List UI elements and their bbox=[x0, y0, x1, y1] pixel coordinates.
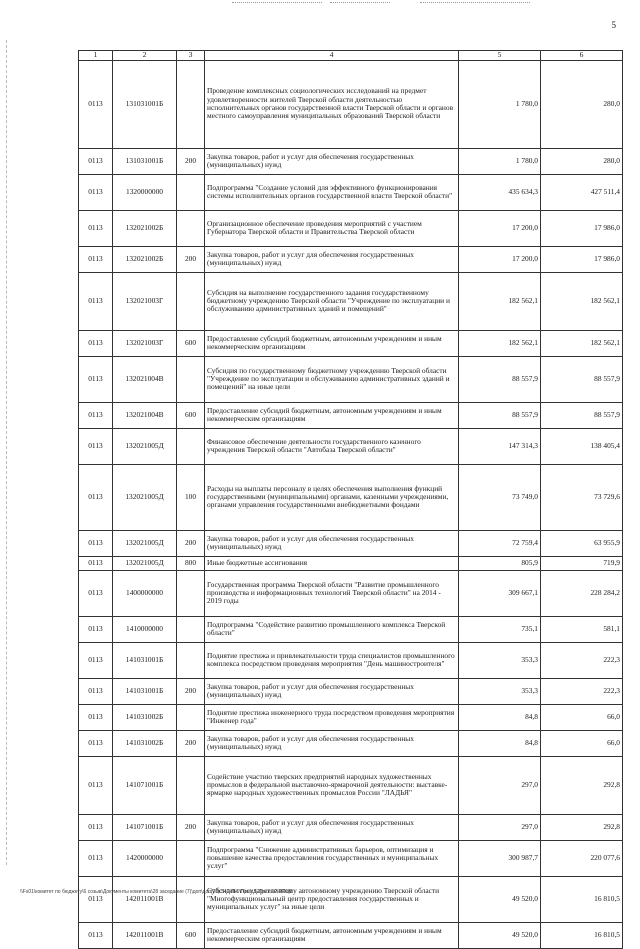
col-header-6: 6 bbox=[541, 51, 623, 61]
expense-type-cell bbox=[177, 704, 205, 730]
amount-2017-cell: 17 200,0 bbox=[459, 210, 541, 246]
amount-2017-cell: 17 200,0 bbox=[459, 246, 541, 272]
amount-2017-cell: 49 520,0 bbox=[459, 922, 541, 948]
target-article-cell: 132021002Б bbox=[113, 246, 177, 272]
section-code-cell: 0113 bbox=[79, 642, 113, 678]
section-code-cell: 0113 bbox=[79, 356, 113, 402]
amount-2018-cell: 581,1 bbox=[541, 616, 623, 642]
expense-type-cell: 200 bbox=[177, 530, 205, 556]
description-cell: Подпрограмма "Содействие развитию промышленного комплекса Тверской области" bbox=[205, 616, 459, 642]
expense-type-cell bbox=[177, 210, 205, 246]
expense-type-cell: 200 bbox=[177, 678, 205, 704]
expense-type-cell: 100 bbox=[177, 464, 205, 530]
section-code-cell: 0113 bbox=[79, 330, 113, 356]
col-header-3: 3 bbox=[177, 51, 205, 61]
section-code-cell: 0113 bbox=[79, 60, 113, 148]
target-article-cell: 132021005Д bbox=[113, 556, 177, 570]
table-row bbox=[79, 678, 623, 704]
amount-2018-cell: 17 986,0 bbox=[541, 246, 623, 272]
scan-edge-artifact bbox=[6, 40, 11, 865]
section-code-cell: 0113 bbox=[79, 428, 113, 464]
header-row bbox=[79, 51, 623, 61]
expense-type-cell: 800 bbox=[177, 556, 205, 570]
amount-2018-cell: 182 562,1 bbox=[541, 330, 623, 356]
amount-2018-cell: 63 955,9 bbox=[541, 530, 623, 556]
expense-type-cell bbox=[177, 756, 205, 814]
table-row bbox=[79, 246, 623, 272]
target-article-cell: 1320000000 bbox=[113, 174, 177, 210]
amount-2018-cell: 138 405,4 bbox=[541, 428, 623, 464]
amount-2018-cell: 17 986,0 bbox=[541, 210, 623, 246]
expense-type-cell bbox=[177, 616, 205, 642]
amount-2017-cell: 84,8 bbox=[459, 704, 541, 730]
target-article-cell: 1420000000 bbox=[113, 840, 177, 876]
amount-2018-cell: 88 557,9 bbox=[541, 402, 623, 428]
section-code-cell: 0113 bbox=[79, 464, 113, 530]
amount-2018-cell: 228 284,2 bbox=[541, 570, 623, 616]
table-row bbox=[79, 402, 623, 428]
amount-2017-cell: 147 314,3 bbox=[459, 428, 541, 464]
col-header-4: 4 bbox=[205, 51, 459, 61]
col-header-2: 2 bbox=[113, 51, 177, 61]
target-article-cell: 132021005Д bbox=[113, 464, 177, 530]
amount-2018-cell: 66,0 bbox=[541, 730, 623, 756]
expense-type-cell bbox=[177, 356, 205, 402]
amount-2018-cell: 66,0 bbox=[541, 704, 623, 730]
table-row bbox=[79, 464, 623, 530]
amount-2017-cell: 309 667,1 bbox=[459, 570, 541, 616]
target-article-cell: 1400000000 bbox=[113, 570, 177, 616]
amount-2017-cell: 805,9 bbox=[459, 556, 541, 570]
section-code-cell: 0113 bbox=[79, 840, 113, 876]
section-code-cell: 0113 bbox=[79, 210, 113, 246]
target-article-cell: 132021005Д bbox=[113, 530, 177, 556]
amount-2017-cell: 88 557,9 bbox=[459, 356, 541, 402]
description-cell: Предоставление субсидий бюджетным, автономным учреждениям и иным некоммерческим организациям bbox=[205, 330, 459, 356]
amount-2017-cell: 49 520,0 bbox=[459, 876, 541, 922]
description-cell: Субсидия по государственному бюджетному учреждению Тверской области "Учреждение по эксплуатации и обслуживанию административных зданий и помещений" на иные цели bbox=[205, 356, 459, 402]
target-article-cell: 142011001В bbox=[113, 922, 177, 948]
description-cell: Поднятие престижа и привлекательности труда специалистов промышленного комплекса посредством проведения мероприятия "День машиностроителя" bbox=[205, 642, 459, 678]
expense-type-cell: 200 bbox=[177, 814, 205, 840]
table-row bbox=[79, 530, 623, 556]
col-header-5: 5 bbox=[459, 51, 541, 61]
scan-artifact bbox=[330, 2, 390, 7]
expense-type-cell: 200 bbox=[177, 148, 205, 174]
amount-2018-cell: 222,3 bbox=[541, 642, 623, 678]
table-row bbox=[79, 616, 623, 642]
table-row bbox=[79, 174, 623, 210]
amount-2017-cell: 297,0 bbox=[459, 756, 541, 814]
amount-2017-cell: 1 780,0 bbox=[459, 148, 541, 174]
page-number: 5 bbox=[611, 20, 616, 30]
section-code-cell: 0113 bbox=[79, 876, 113, 922]
description-cell: Подпрограмма "Создание условий для эффективного функционирования системы исполнительных органов государственной власти Тверской области" bbox=[205, 174, 459, 210]
description-cell: Иные бюджетные ассигнования bbox=[205, 556, 459, 570]
target-article-cell: 141071001Б bbox=[113, 814, 177, 840]
table-row bbox=[79, 356, 623, 402]
description-cell: Субсидии государственному автономному учреждению Тверской области "Многофункциональный центр предоставления государственных и муниципальных услуг" на иные цели bbox=[205, 876, 459, 922]
section-code-cell: 0113 bbox=[79, 616, 113, 642]
target-article-cell: 132021004В bbox=[113, 356, 177, 402]
amount-2018-cell: 280,0 bbox=[541, 60, 623, 148]
amount-2017-cell: 353,3 bbox=[459, 678, 541, 704]
table-row bbox=[79, 642, 623, 678]
expense-type-cell: 200 bbox=[177, 246, 205, 272]
target-article-cell: 141031002Б bbox=[113, 730, 177, 756]
target-article-cell: 131031001Б bbox=[113, 60, 177, 148]
description-cell: Закупка товаров, работ и услуг для обеспечения государственных (муниципальных) нужд bbox=[205, 530, 459, 556]
expense-type-cell bbox=[177, 570, 205, 616]
description-cell: Подпрограмма "Снижение административных барьеров, оптимизация и повышение качества предоставления государственных и муниципальных услуг" bbox=[205, 840, 459, 876]
section-code-cell: 0113 bbox=[79, 246, 113, 272]
section-code-cell: 0113 bbox=[79, 814, 113, 840]
amount-2017-cell: 435 634,3 bbox=[459, 174, 541, 210]
section-code-cell: 0113 bbox=[79, 556, 113, 570]
amount-2017-cell: 88 557,9 bbox=[459, 402, 541, 428]
description-cell: Закупка товаров, работ и услуг для обеспечения государственных (муниципальных) нужд bbox=[205, 814, 459, 840]
table-row bbox=[79, 148, 623, 174]
amount-2017-cell: 1 780,0 bbox=[459, 60, 541, 148]
section-code-cell: 0113 bbox=[79, 530, 113, 556]
target-article-cell: 142011001В bbox=[113, 876, 177, 922]
description-cell: Закупка товаров, работ и услуг для обеспечения государственных (муниципальных) нужд bbox=[205, 246, 459, 272]
table-row bbox=[79, 704, 623, 730]
description-cell: Закупка товаров, работ и услуг для обеспечения государственных (муниципальных) нужд bbox=[205, 730, 459, 756]
target-article-cell: 141071001Б bbox=[113, 756, 177, 814]
amount-2018-cell: 222,3 bbox=[541, 678, 623, 704]
table-row bbox=[79, 730, 623, 756]
amount-2017-cell: 300 987,7 bbox=[459, 840, 541, 876]
description-cell: Государственная программа Тверской области "Развитие промышленного производства и информационных технологий Тверской области" на 2014 - 2019 годы bbox=[205, 570, 459, 616]
expense-type-cell bbox=[177, 428, 205, 464]
description-cell: Закупка товаров, работ и услуг для обеспечения государственных (муниципальных) нужд bbox=[205, 148, 459, 174]
description-cell: Субсидия на выполнение государственного задания государственному бюджетному учреждению Тверской области "Учреждение по эксплуатации и обслуживанию административных зданий и помещений" bbox=[205, 272, 459, 330]
table-row bbox=[79, 330, 623, 356]
amount-2018-cell: 73 729,6 bbox=[541, 464, 623, 530]
expense-type-cell: 600 bbox=[177, 402, 205, 428]
description-cell: Предоставление субсидий бюджетным, автономным учреждениям и иным некоммерческим организациям bbox=[205, 402, 459, 428]
section-code-cell: 0113 bbox=[79, 570, 113, 616]
amount-2018-cell: 292,8 bbox=[541, 756, 623, 814]
expense-type-cell bbox=[177, 174, 205, 210]
table-row bbox=[79, 272, 623, 330]
section-code-cell: 0113 bbox=[79, 756, 113, 814]
amount-2017-cell: 297,0 bbox=[459, 814, 541, 840]
amount-2017-cell: 84,8 bbox=[459, 730, 541, 756]
expense-type-cell: 600 bbox=[177, 330, 205, 356]
section-code-cell: 0113 bbox=[79, 730, 113, 756]
amount-2018-cell: 719,9 bbox=[541, 556, 623, 570]
description-cell: Финансовое обеспечение деятельности государственного казенного учреждения Тверской области "Автобаза Тверской области" bbox=[205, 428, 459, 464]
amount-2017-cell: 735,1 bbox=[459, 616, 541, 642]
amount-2018-cell: 280,0 bbox=[541, 148, 623, 174]
amount-2018-cell: 182 562,1 bbox=[541, 272, 623, 330]
section-code-cell: 0113 bbox=[79, 704, 113, 730]
description-cell: Предоставление субсидий бюджетным, автономным учреждениям и иным некоммерческим организациям bbox=[205, 922, 459, 948]
amount-2017-cell: 353,3 bbox=[459, 642, 541, 678]
table-row bbox=[79, 428, 623, 464]
description-cell: Содействие участию тверских предприятий народных художественных промыслов в федеральной выставочно-ярмарочной деятельности: выставке-ярмарке народных художественных промыслов России "ЛАДЬЯ" bbox=[205, 756, 459, 814]
expense-type-cell: 200 bbox=[177, 730, 205, 756]
budget-table bbox=[78, 50, 623, 949]
section-code-cell: 0113 bbox=[79, 678, 113, 704]
description-cell: Организационное обеспечение проведения мероприятий с участием Губернатора Тверской области и Правительства Тверской области bbox=[205, 210, 459, 246]
amount-2018-cell: 220 077,6 bbox=[541, 840, 623, 876]
scan-artifact bbox=[420, 2, 530, 7]
section-code-cell: 0113 bbox=[79, 174, 113, 210]
target-article-cell: 132021004В bbox=[113, 402, 177, 428]
target-article-cell: 132021002Б bbox=[113, 210, 177, 246]
section-code-cell: 0113 bbox=[79, 148, 113, 174]
target-article-cell: 1410000000 bbox=[113, 616, 177, 642]
amount-2017-cell: 182 562,1 bbox=[459, 272, 541, 330]
amount-2018-cell: 16 810,5 bbox=[541, 922, 623, 948]
description-cell: Поднятие престижа инженерного труда посредством проведения мероприятия "Инженер года" bbox=[205, 704, 459, 730]
description-cell: Расходы на выплаты персоналу в целях обеспечения выполнения функций государственными (муниципальными) органами, казенными учреждениями, органами управления государственными внебюджетными фондами bbox=[205, 464, 459, 530]
table-row bbox=[79, 756, 623, 814]
amount-2017-cell: 73 749,0 bbox=[459, 464, 541, 530]
expense-type-cell bbox=[177, 60, 205, 148]
section-code-cell: 0113 bbox=[79, 402, 113, 428]
target-article-cell: 132021003Г bbox=[113, 330, 177, 356]
section-code-cell: 0113 bbox=[79, 922, 113, 948]
expense-type-cell bbox=[177, 272, 205, 330]
expense-type-cell bbox=[177, 642, 205, 678]
description-cell: Закупка товаров, работ и услуг для обеспечения государственных (муниципальных) нужд bbox=[205, 678, 459, 704]
amount-2017-cell: 182 562,1 bbox=[459, 330, 541, 356]
amount-2018-cell: 16 810,5 bbox=[541, 876, 623, 922]
amount-2017-cell: 72 759,4 bbox=[459, 530, 541, 556]
target-article-cell: 141031002Б bbox=[113, 704, 177, 730]
expense-type-cell bbox=[177, 876, 205, 922]
table-row bbox=[79, 876, 623, 922]
target-article-cell: 132021003Г bbox=[113, 272, 177, 330]
target-article-cell: 141031001Б bbox=[113, 642, 177, 678]
table-row bbox=[79, 556, 623, 570]
table-row bbox=[79, 840, 623, 876]
target-article-cell: 131031001Б bbox=[113, 148, 177, 174]
table-row bbox=[79, 570, 623, 616]
target-article-cell: 141031001Б bbox=[113, 678, 177, 704]
table-row bbox=[79, 60, 623, 148]
col-header-1: 1 bbox=[79, 51, 113, 61]
amount-2018-cell: 292,8 bbox=[541, 814, 623, 840]
target-article-cell: 132021005Д bbox=[113, 428, 177, 464]
table-row bbox=[79, 922, 623, 948]
description-cell: Проведение комплексных социологических исследований на предмет удовлетворенности жителей Тверской области деятельностью исполнительных органов государственной власти Тверской области и органов местного самоуправления муниципальных образований Тверской области bbox=[205, 60, 459, 148]
file-path-footer: \\Fs01\комитет по бюджету\6 созыв\Документы комитета\28 заседание (7)\доп\доп(28) 542-П-6\Прил 5 Прил 12 РПЦВ bbox=[20, 889, 293, 895]
expense-type-cell bbox=[177, 840, 205, 876]
amount-2018-cell: 427 511,4 bbox=[541, 174, 623, 210]
scan-artifact bbox=[232, 2, 322, 7]
amount-2018-cell: 88 557,9 bbox=[541, 356, 623, 402]
section-code-cell: 0113 bbox=[79, 272, 113, 330]
table-row bbox=[79, 210, 623, 246]
expense-type-cell: 600 bbox=[177, 922, 205, 948]
table-row bbox=[79, 814, 623, 840]
